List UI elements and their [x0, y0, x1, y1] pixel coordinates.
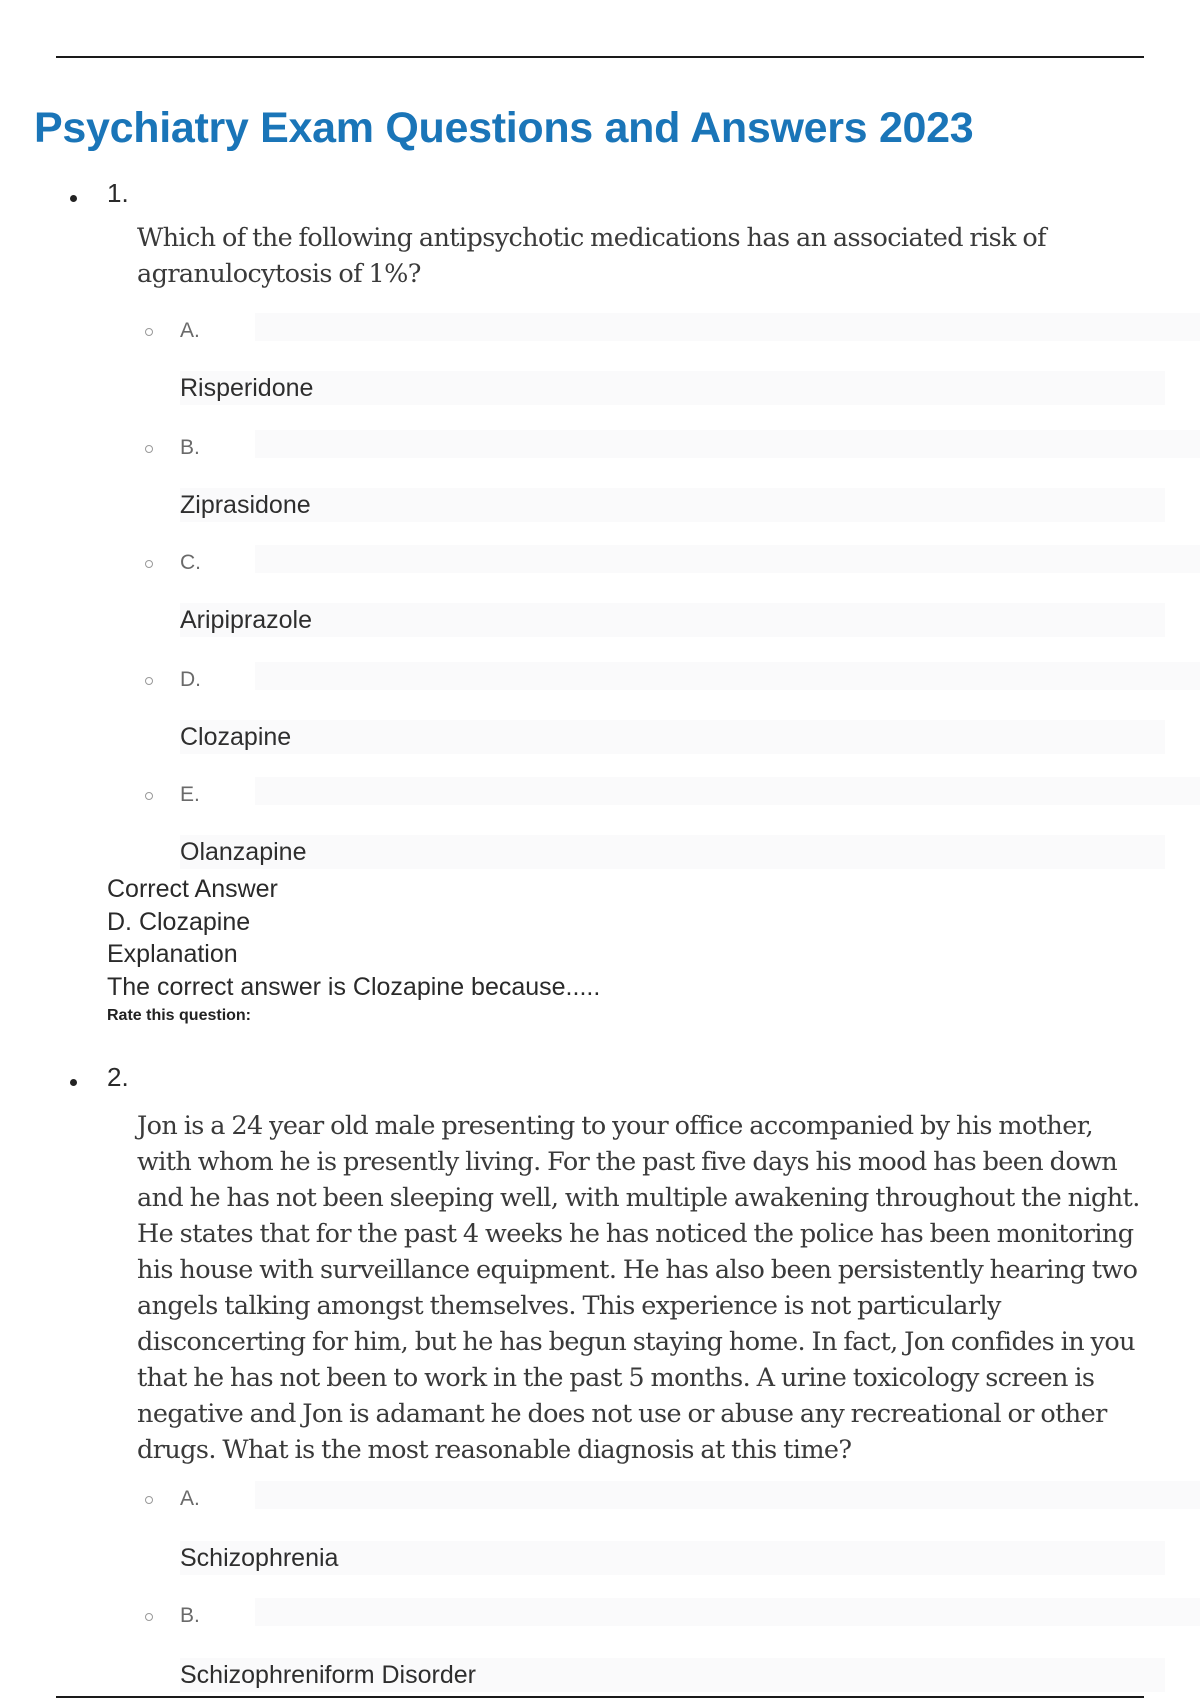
explanation-text: The correct answer is Clozapine because..... — [107, 973, 601, 1001]
question-text-line: and he has not been sleeping well, with multiple awakening throughout the night. — [137, 1183, 1140, 1213]
radio-circle-icon[interactable] — [145, 677, 153, 685]
radio-circle-icon[interactable] — [145, 560, 153, 568]
option-text: Olanzapine — [180, 838, 307, 866]
question-number: 1. — [107, 178, 129, 208]
option-letter: A. — [180, 319, 200, 342]
option-letter: A. — [180, 1487, 200, 1510]
option-text: Schizophreniform Disorder — [180, 1661, 476, 1689]
option-band — [255, 430, 1200, 458]
question-text-line: his house with surveillance equipment. He has also been persistently hearing two — [137, 1255, 1138, 1285]
question-text-line: Which of the following antipsychotic medications has an associated risk of — [137, 223, 1047, 253]
option-letter: B. — [180, 436, 200, 459]
question-text — [137, 1108, 1192, 1468]
option-band — [180, 371, 1165, 405]
option-band — [180, 603, 1165, 637]
question-text-line: drugs. What is the most reasonable diagnosis at this time? — [137, 1435, 852, 1465]
rate-question-label: Rate this question: — [107, 1007, 252, 1024]
option-band — [180, 835, 1165, 869]
option-band — [255, 1481, 1200, 1509]
radio-circle-icon[interactable] — [145, 792, 153, 800]
option-band — [255, 662, 1200, 690]
option-band — [180, 720, 1165, 754]
correct-answer: D. Clozapine — [107, 908, 251, 936]
question-text-line: with whom he is presently living. For the past five days his mood has been down — [137, 1147, 1118, 1177]
radio-circle-icon[interactable] — [145, 445, 153, 453]
explanation-label: Explanation — [107, 940, 238, 968]
bottom-rule — [56, 1696, 1144, 1698]
question-text-line: angels talking amongst themselves. This experience is not particularly — [137, 1291, 1001, 1321]
question-text-line: agranulocytosis of 1%? — [137, 259, 421, 289]
bullet-icon — [70, 1079, 77, 1086]
option-letter: D. — [180, 668, 201, 691]
option-band — [255, 313, 1200, 341]
question-text-line: that he has not been to work in the past 5 months. A urine toxicology screen is — [137, 1363, 1095, 1393]
question-text-line: negative and Jon is adamant he does not use or abuse any recreational or other — [137, 1399, 1107, 1429]
option-text: Ziprasidone — [180, 491, 311, 519]
radio-circle-icon[interactable] — [145, 1613, 153, 1621]
option-band — [255, 545, 1200, 573]
option-letter: E. — [180, 783, 200, 806]
option-letter: C. — [180, 551, 201, 574]
correct-answer-label: Correct Answer — [107, 875, 278, 903]
radio-circle-icon[interactable] — [145, 1496, 153, 1504]
option-band — [180, 488, 1165, 522]
question-text — [137, 220, 1192, 292]
question-text-line: Jon is a 24 year old male presenting to your office accompanied by his mother, — [137, 1111, 1094, 1141]
option-band — [255, 777, 1200, 805]
option-text: Schizophrenia — [180, 1544, 339, 1572]
question-number: 2. — [107, 1062, 129, 1092]
bullet-icon — [70, 195, 77, 202]
top-rule — [56, 56, 1144, 58]
option-text: Clozapine — [180, 723, 292, 751]
option-text: Risperidone — [180, 374, 314, 402]
question-text-line: He states that for the past 4 weeks he has noticed the police has been monitoring — [137, 1219, 1134, 1249]
option-band — [255, 1598, 1200, 1626]
option-letter: B. — [180, 1604, 200, 1627]
page-title: Psychiatry Exam Questions and Answers 2023 — [34, 104, 974, 152]
option-text: Aripiprazole — [180, 606, 313, 634]
question-text-line: disconcerting for him, but he has begun staying home. In fact, Jon confides in you — [137, 1327, 1135, 1357]
radio-circle-icon[interactable] — [145, 328, 153, 336]
